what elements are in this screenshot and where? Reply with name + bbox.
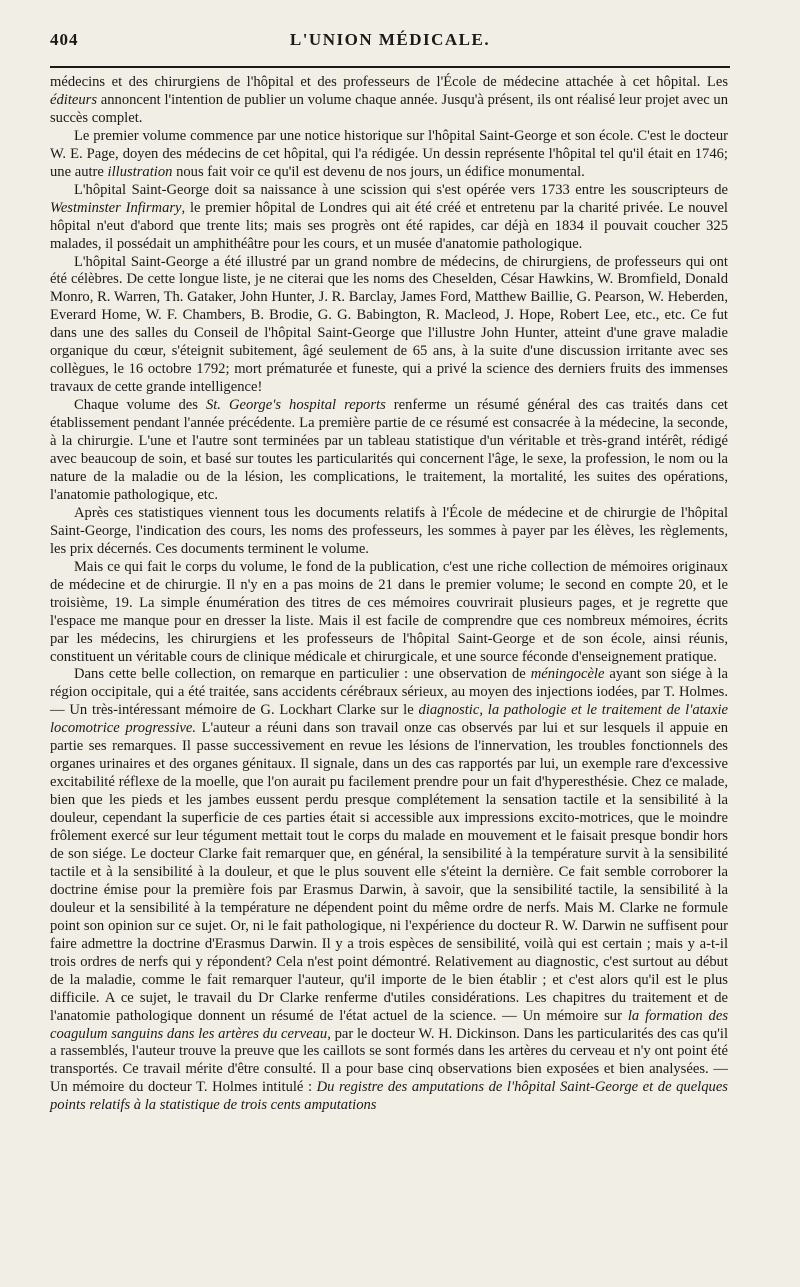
paragraph-2: Le premier volume commence par une notice historique sur l'hôpital Saint-George et son école. C'est le docteur W. E. Page, doyen des médecins de cet hôpital, qui l'a rédigée. Un dessin représente l'hôpital tel qu'il était en 1746; une autre illustration nous fait voir ce qu'il est devenu de nos jours, un édifice monumental. <box>50 127 728 180</box>
paragraph-8: Dans cette belle collection, on remarque en particulier : une observation de méningocèle ayant son siége à la région occipitale, qui a été traitée, sans accidents cérébraux sérieux, au moyen des injections iodées, par T. Holmes. — Un très-intéressant mémoire de G. Lockhart Clarke sur le diagnostic, la pathologie et le traitement de l'ataxie locomotrice progressive. L'auteur a réuni dans son travail onze cas observés par lui et sur lesquels il appuie en partie ses remarques. Il passe successivement en revue les lésions de l'innervation, les troubles fonctionnels des organes urinaires et des organes génitaux. Il signale, dans un des cas rapportés par lui, un exemple rare d'excessive excitabilité réflexe de la moelle, que l'on aurait pu facilement prendre pour un fait d'hyperesthésie. Chez ce malade, bien que les pieds et les jambes eussent perdu presque complétement la sensation tactile et la sensibilité à la douleur, cependant la superficie de ces parties était si accessible aux impressions excito-motrices, que le moindre frôlement exercé sur leur tégument mettait tout le corps du malade en mouvement et le faisait presque bondir hors de son siége. Le docteur Clarke fait remarquer que, en général, la sensibilité à la température survit à la sensibilité tactile et à la sensibilité à la douleur, et que le plus souvent elle s'éteint la dernière. Ce fait semble corroborer la doctrine émise pour la première fois par Erasmus Darwin, à savoir, que la sensibilité tactile, la sensibilité à la douleur et la sensibilité à la température ne dépendent point du même ordre de nerfs. Mais M. Clarke ne formule point son opinion sur ce sujet. Or, ni le fait pathologique, ni l'expérience du docteur R. W. Darwin ne suffisent pour faire admettre la doctrine d'Erasmus Darwin. Il y a trois espèces de sensibilité, voilà qui est certain ; mais y a-t-il trois ordres de nerfs qui y répondent? Cela n'est point démontré. Relativement au diagnostic, c'est surtout au début de la maladie, comme le fait remarquer l'auteur, qu'il importe de le bien établir ; et c'est alors qu'il est le plus difficile. A ce sujet, le travail du Dr Clarke renferme d'utiles considérations. Les chapitres du traitement et de l'anatomie pathologique donnent un résumé de l'état actuel de la science. — Un mémoire sur la formation des coagulum sanguins dans les artères du cerveau, par le docteur W. H. Dickinson. Dans les particularités des cas qu'il a rassemblés, l'auteur trouve la preuve que les caillots se sont formés dans les artères du cerveau et n'y ont point été transportés. Ce travail mérite d'être consulté. Il a pour base cinq observations bien exposées et bien analysées. — Un mémoire du docteur T. Holmes intitulé : Du registre des amputations de l'hôpital Saint-George et de quelques points relatifs à la statistique de trois cents amputations <box>50 666 729 1114</box>
running-title: L'UNION MÉDICALE. <box>289 30 491 49</box>
paragraph-1: médecins et des chirurgiens de l'hôpital et des professeurs de l'École de médecine attachée à cet hôpital. Les éditeurs annoncent l'intention de publier un volume chaque année. Jusqu'à présent, ils ont réalisé leur projet avec un succès complet. <box>50 74 728 126</box>
article-body <box>50 74 728 1115</box>
page-number: 404 <box>50 30 79 49</box>
paragraph-3: L'hôpital Saint-George doit sa naissance à une scission qui s'est opérée vers 1733 entre les souscripteurs de Westminster Infirmary, le premier hôpital de Londres qui ait été créé et entretenu par la charité privée. Le nouvel hôpital n'eut d'abord que trente lits; mais ses progrès ont été rapides, car déjà en 1834 il pouvait coucher 325 malades, il possédait un amphithéâtre pour les cours, et un musée d'anatomie pathologique. <box>50 181 728 252</box>
header-rule <box>50 66 730 68</box>
paragraph-7: Mais ce qui fait le corps du volume, le fond de la publication, c'est une riche collection de mémoires originaux de médecine et de chirurgie. Il n'y en a pas moins de 21 dans le premier volume; le second en compte 20, et le troisième, 19. La simple énumération des titres de ces mémoires couvrirait plusieurs pages, et je regrette que l'espace me manque pour en dresser la liste. Mais il est facile de comprendre que ces nombreux mémoires, écrits par les médecins, les chirurgiens et les professeurs de l'hôpital Saint-George et de son école, ainsi réunis, constituent un véritable cours de clinique médicale et chirurgicale, et une source féconde d'enseignement pratique. <box>50 558 728 665</box>
paragraph-4: L'hôpital Saint-George a été illustré par un grand nombre de médecins, de chirurgiens, de professeurs qui ont été célèbres. De cette longue liste, je ne citerai que les noms des Cheselden, César Hawkins, W. Bromfield, Donald Monro, R. Warren, Th. Gataker, John Hunter, J. R. Barclay, James Ford, Matthew Baillie, G. Pearson, W. Heberden, Everard Home, W. F. Chambers, B. Brodie, G. G. Babington, R. Macleod, J. Hope, Robert Lee, etc., etc. Ce fut dans une des salles du Conseil de l'hôpital Saint-George que l'illustre John Hunter, atteint d'une grave maladie organique du cœur, s'éteignit subitement, âgé seulement de 65 ans, à la suite d'une discussion irritante avec ses collègues, le 16 octobre 1792; mort prématurée et funeste, qui a privé la science des derniers fruits des immenses travaux de cette grande intelligence! <box>50 253 728 396</box>
paragraph-5: Chaque volume des St. George's hospital reports renferme un résumé général des cas traités dans cet établissement pendant l'année précédente. La première partie de ce résumé est consacrée à la médecine, la seconde, à la chirurgie. L'une et l'autre sont terminées par un tableau statistique d'un véritable et très-grand intérêt, rédigé avec beaucoup de soin, et basé sur toutes les particularités qui concernent l'âge, le sexe, la profession, le nom ou la nature de la maladie ou de la lésion, les complications, le traitement, la mortalité, les suites des opérations, l'anatomie pathologique, etc. <box>50 397 728 503</box>
paragraph-6: Après ces statistiques viennent tous les documents relatifs à l'École de médecine et de chirurgie de l'hôpital Saint-George, l'indication des cours, les noms des professeurs, les sommes à payer par les élèves, les règlements, les prix décernés. Ces documents terminent le volume. <box>50 504 728 557</box>
page-header <box>50 30 730 60</box>
